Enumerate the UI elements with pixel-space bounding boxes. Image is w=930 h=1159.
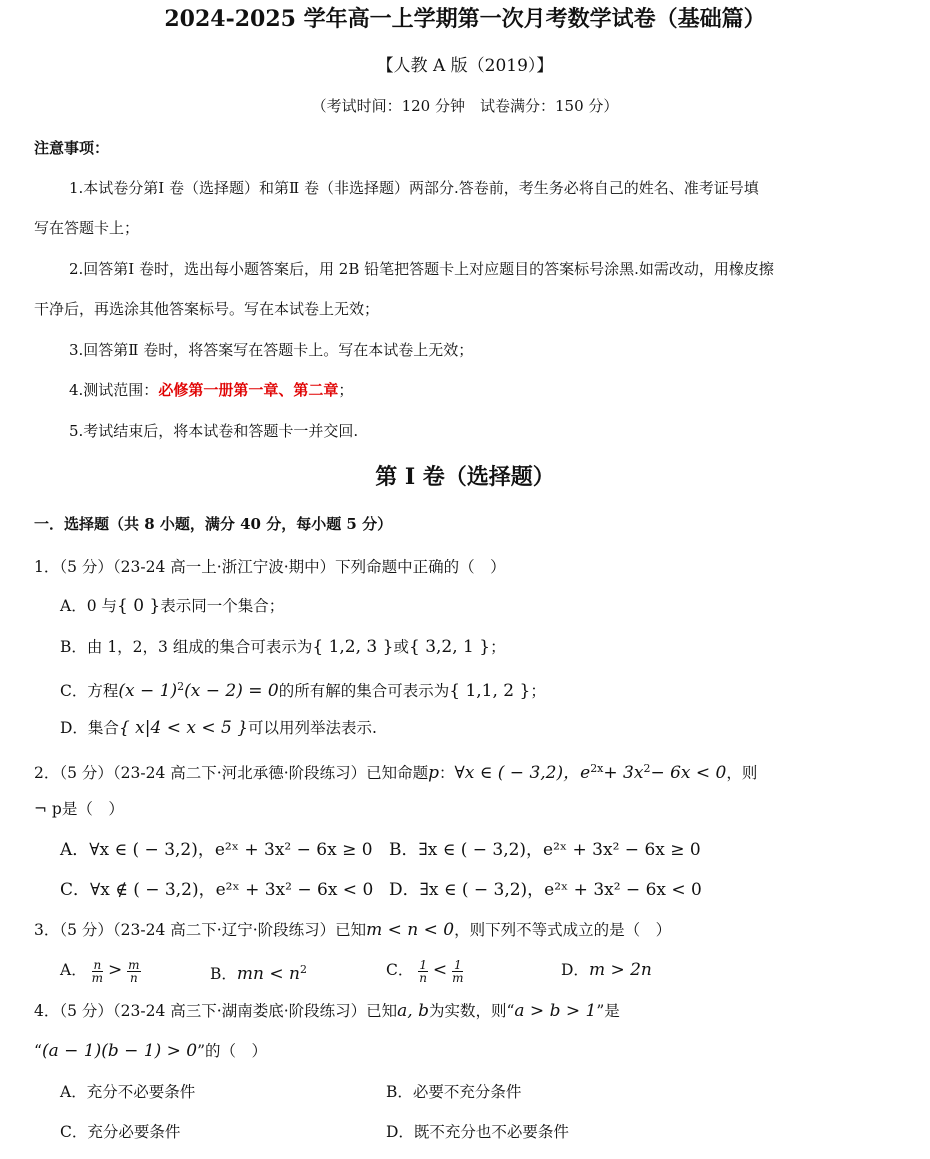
- q1-b-text: B．由 1，2，3 组成的集合可表示为: [60, 638, 313, 656]
- section-title: 第 I 卷（选择题）: [375, 464, 555, 490]
- q3-option-d: [561, 958, 652, 982]
- q1-a-math: { 0 }: [116, 596, 161, 616]
- q2-stem-end: ，则: [726, 764, 758, 783]
- q4-option-c: C．充分必要条件: [60, 1123, 181, 1141]
- q4-stem-mid: 为实数，则“: [428, 1002, 515, 1020]
- q3-option-c: [386, 958, 463, 984]
- test-range: 必修第一册第一章、第二章: [158, 381, 339, 399]
- q1-a-text: A．0 与: [60, 597, 117, 615]
- q2-a-text: A．∀x ∈ ( − 3,2)，e²ˣ + 3x² − 6x ≥ 0: [60, 840, 373, 860]
- q2-option-a: [60, 838, 373, 862]
- notice-item-4: [69, 379, 353, 401]
- notice-item-3: 3.回答第Ⅱ 卷时，将答案写在答题卡上。写在本试卷上无效；: [69, 341, 474, 359]
- q3-a-greater: >: [107, 960, 123, 980]
- q3-b-exponent: 2: [299, 963, 307, 976]
- q3-stem-end: ，则下列不等式成立的是（ ）: [454, 921, 672, 939]
- notice-item-4-prefix: 4.测试范围：: [69, 381, 159, 399]
- exam-info: （考试时间：120 分钟 试卷满分：150 分）: [311, 97, 619, 115]
- q3-stem: [34, 918, 671, 942]
- q1-d-text: D．集合: [60, 719, 119, 737]
- q2-stem: [34, 757, 757, 785]
- page-title: 2024-2025 学年高一上学期第一次月考数学试卷（基础篇）: [164, 6, 766, 32]
- q1-option-b: [60, 635, 506, 659]
- q3-option-a: [60, 958, 141, 984]
- numerator: n: [93, 957, 102, 972]
- q4-stem-ab: a, b: [397, 1001, 429, 1021]
- notice-item-1-line-2: 写在答题卡上；: [34, 219, 140, 237]
- denominator: n: [129, 970, 138, 985]
- q3-c-fraction-1: [418, 959, 428, 984]
- q3-stem-text: 3．（5 分）（23-24 高二下·辽宁·阶段练习）已知: [34, 921, 367, 939]
- q2-d-text: D．∃x ∈ ( − 3,2)，e²ˣ + 3x² − 6x < 0: [389, 880, 702, 900]
- q1-c-text: C．方程: [60, 682, 119, 701]
- denominator: m: [91, 970, 104, 985]
- q1-c-exponent: 2: [177, 680, 185, 693]
- q4-stem-math: a > b > 1: [514, 1001, 597, 1021]
- numerator: m: [128, 957, 140, 972]
- q2-colon: ：: [439, 764, 455, 783]
- q3-d-math: m > 2n: [588, 960, 652, 980]
- notice-heading: 注意事项：: [34, 139, 110, 157]
- q1-d-text-2: 可以用列举法表示.: [248, 719, 377, 737]
- q3-a-fraction-1: [92, 959, 103, 984]
- q1-b-or: 或: [393, 638, 409, 656]
- numerator: 1: [453, 957, 462, 972]
- q1-c-end: ；: [530, 682, 546, 701]
- q3-c-fraction-2: [452, 959, 463, 984]
- q3-b-label: B．: [210, 965, 237, 984]
- denominator: n: [419, 970, 427, 985]
- q4-line-2-math: (a − 1)(b − 1) > 0: [41, 1041, 198, 1061]
- q4-option-a: A．充分不必要条件: [60, 1083, 196, 1101]
- q1-option-d: [60, 716, 377, 740]
- q4-line-2-end: ”的（ ）: [197, 1042, 268, 1060]
- q1-b-math-2: { 3,2, 1 }: [408, 637, 491, 657]
- q3-c-label: C．: [386, 961, 414, 979]
- notice-item-2-line-2: 干净后，再选涂其他答案标号。写在本试卷上无效；: [34, 300, 380, 318]
- q1-b-end: ；: [490, 638, 506, 656]
- denominator: m: [452, 970, 464, 985]
- q2-b-text: B．∃x ∈ ( − 3,2)，e²ˣ + 3x² − 6x ≥ 0: [389, 840, 701, 860]
- q4-stem-end: ”是: [596, 1002, 620, 1020]
- q1-c-text-2: 的所有解的集合可表示为: [278, 682, 450, 701]
- numerator: 1: [419, 957, 427, 972]
- q4-open-quote: “: [34, 1042, 42, 1060]
- q2-stem-math-1: ∀x ∈ ( − 3,2)，e: [454, 763, 591, 784]
- q2-option-d: [389, 878, 702, 902]
- q2-stem-text: 2．（5 分）（23-24 高二下·河北承德·阶段练习）已知命题: [34, 764, 429, 783]
- q4-stem-text: 4．（5 分）（23-24 高三下·湖南娄底·阶段练习）已知: [34, 1002, 398, 1020]
- q1-a-text-2: 表示同一个集合；: [160, 597, 285, 615]
- q1-d-math: { x|4 < x < 5 }: [118, 718, 249, 738]
- q3-a-label: A．: [60, 961, 87, 979]
- q2-exp-2: 2: [643, 762, 651, 775]
- q2-option-b: [389, 838, 701, 862]
- q1-option-c: [60, 675, 546, 703]
- q3-stem-math: m < n < 0: [366, 920, 455, 940]
- notice-item-1-line-1: 1.本试卷分第Ⅰ 卷（选择题）和第Ⅱ 卷（非选择题）两部分.答卷前，考生务必将自己的姓名、准考证号填: [69, 179, 759, 197]
- notice-item-2-line-1: 2.回答第Ⅰ 卷时，选出每小题答案后，用 2B 铅笔把答题卡上对应题目的答案标号涂黑.如需改动，用橡皮擦: [69, 260, 774, 278]
- part-heading: 一．选择题（共 8 小题，满分 40 分，每小题 5 分）: [34, 515, 393, 533]
- q4-option-b: B．必要不充分条件: [386, 1083, 522, 1101]
- q1-b-math-1: { 1,2, 3 }: [312, 637, 394, 657]
- q1-c-math-1: (x − 1): [118, 681, 178, 702]
- notice-item-5: 5.考试结束后，将本试卷和答题卡一并交回.: [69, 422, 359, 440]
- edition-subtitle: 【人教 A 版（2019）】: [376, 56, 554, 76]
- q2-stem-math-2: + 3x: [603, 763, 644, 784]
- q2-exp-2x: 2x: [590, 762, 604, 775]
- q3-a-fraction-2: [127, 959, 140, 984]
- q1-stem: 1．（5 分）（23-24 高一上·浙江宁波·期中）下列命题中正确的（ ）: [34, 558, 506, 576]
- q4-stem: [34, 999, 620, 1023]
- q3-d-label: D．: [561, 961, 589, 979]
- q2-option-c: [60, 878, 373, 902]
- q1-c-math-2: (x − 2) = 0: [184, 681, 279, 702]
- q2-stem-math-3: − 6x < 0: [650, 763, 727, 784]
- q2-p: p: [428, 763, 440, 784]
- q1-c-math-3: { 1,1, 2 }: [449, 681, 531, 702]
- notice-item-4-suffix: ；: [338, 381, 354, 399]
- q4-option-d: D．既不充分也不必要条件: [386, 1123, 569, 1141]
- q3-c-less: <: [432, 960, 448, 980]
- q2-stem-line-2: ¬ p是（ ）: [34, 800, 124, 818]
- q4-stem-line-2: [34, 1039, 267, 1063]
- q3-option-b: [210, 958, 307, 986]
- q3-b-math: mn < n: [236, 964, 300, 985]
- q1-option-a: [60, 594, 284, 618]
- q2-c-text: C．∀x ∉ ( − 3,2)，e²ˣ + 3x² − 6x < 0: [60, 880, 374, 900]
